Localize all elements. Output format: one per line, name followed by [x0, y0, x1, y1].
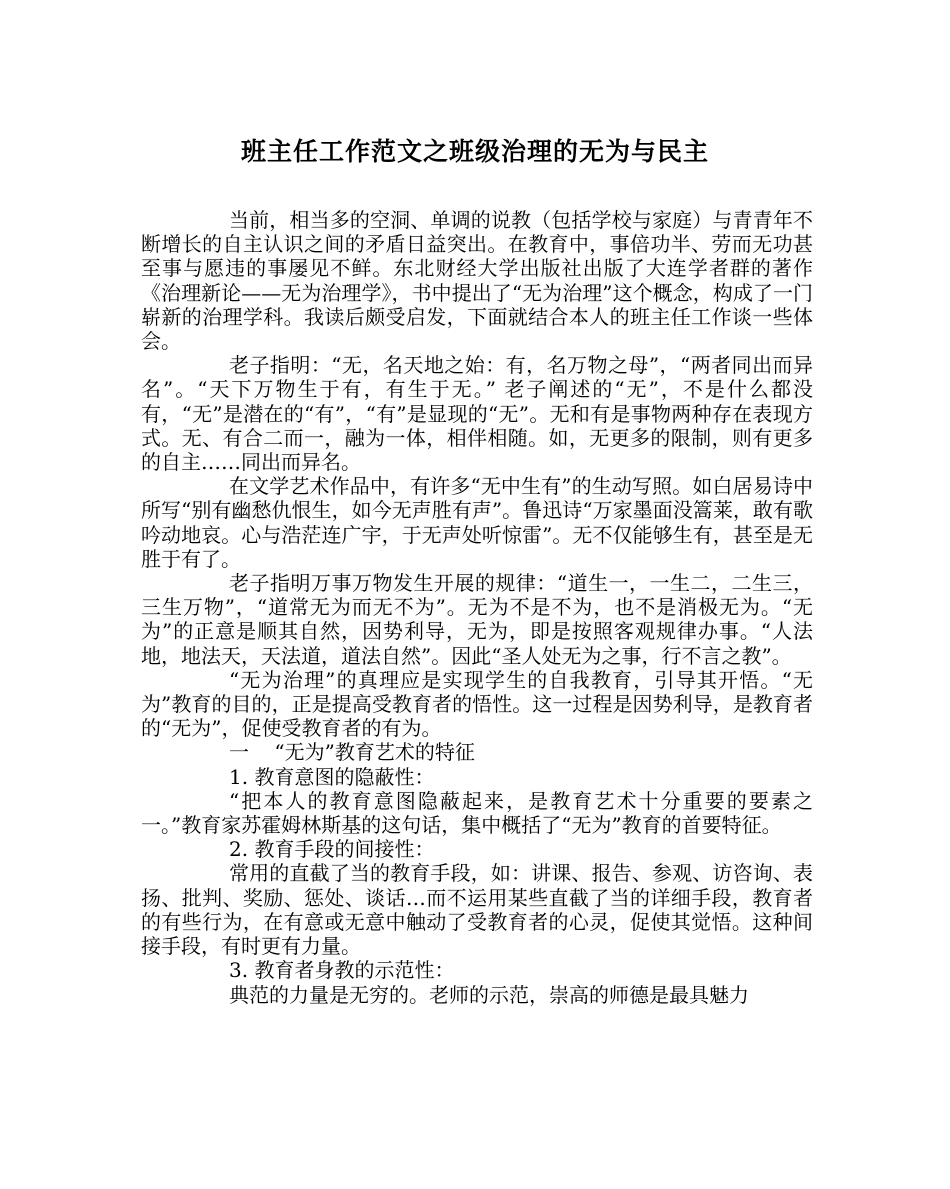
document-title: 班主任工作范文之班级治理的无为与民主: [240, 137, 709, 166]
paragraph-laozi-dao: 老子指明万事万物发生开展的规律：“道生一，一生二，二生三，三生万物”，“道常无为而无不为”。无为不是不为，也不是消极无为。“无为”的正意是顺其自然，因势利导，无为，即是按照客观规律办事。“人法地，地法天，天法道，道法自然”。因此“圣人处无为之事，行不言之教”。: [141, 571, 813, 668]
paragraph-wuwei-management: “无为治理”的真理应是实现学生的自我教育，引导其开悟。“无为”教育的目的，正是提高受教育者的悟性。这一过程是因势利导，是教育者的“无为”，促使受教育者的有为。: [141, 667, 813, 741]
paragraph-intro: 当前，相当多的空洞、单调的说教（包括学校与家庭）与青青年不断增长的自主认识之间的矛盾日益突出。在教育中，事倍功半、劳而无功甚至事与愿违的事屡见不鲜。东北财经大学出版社出版了大连学者群的著作《治理新论——无为治理学》，书中提出了“无为治理”这个概念，构成了一门崭新的治理学科。我读后颇受启发，下面就结合本人的班主任工作谈一些体会。: [141, 208, 813, 354]
item-heading-2: 2. 教育手段的间接性：: [229, 837, 435, 862]
item-text-1: “把本人的教育意图隐蔽起来，是教育艺术十分重要的要素之一。”教育家苏霍姆林斯基的这句话，集中概括了“无为”教育的首要特征。: [141, 788, 813, 838]
item-heading-1: 1. 教育意图的隐蔽性：: [229, 764, 435, 789]
item-text-3: 典范的力量是无穷的。老师的示范，崇高的师德是最具魅力: [229, 982, 749, 1007]
document-body: [141, 208, 813, 1007]
paragraph-literature: 在文学艺术作品中，有许多“无中生有”的生动写照。如白居易诗中所写“别有幽愁仇恨生，如今无声胜有声”。鲁迅诗“万家墨面没篙莱，敢有歌吟动地哀。心与浩茫连广宇，于无声处听惊雷”。无不仅能够生有，甚至是无胜于有了。: [141, 474, 813, 571]
item-text-2: 常用的直截了当的教育手段，如：讲课、报告、参观、访咨询、表扬、批判、奖励、惩处、谈话…而不运用某些直截了当的详细手段，教育者的有些行为，在有意或无意中触动了受教育者的心灵，促使其觉悟。这种间接手段，有时更有力量。: [141, 861, 813, 959]
item-heading-3: 3. 教育者身教的示范性：: [229, 958, 455, 983]
paragraph-laozi-wu-you: 老子指明：“无，名天地之始：有，名万物之母”，“两者同出而异名”。“天下万物生于有，有生于无。” 老子阐述的“无”，不是什么都没有，“无”是潜在的“有”，“有”是显现的“无”。无和有是事物两种存在表现方式。无、有合二而一，融为一体，相伴相随。如，无更多的限制，则有更多的自主……同出而异名。: [141, 353, 813, 475]
section-heading: 一 “无为”教育艺术的特征: [229, 740, 475, 765]
